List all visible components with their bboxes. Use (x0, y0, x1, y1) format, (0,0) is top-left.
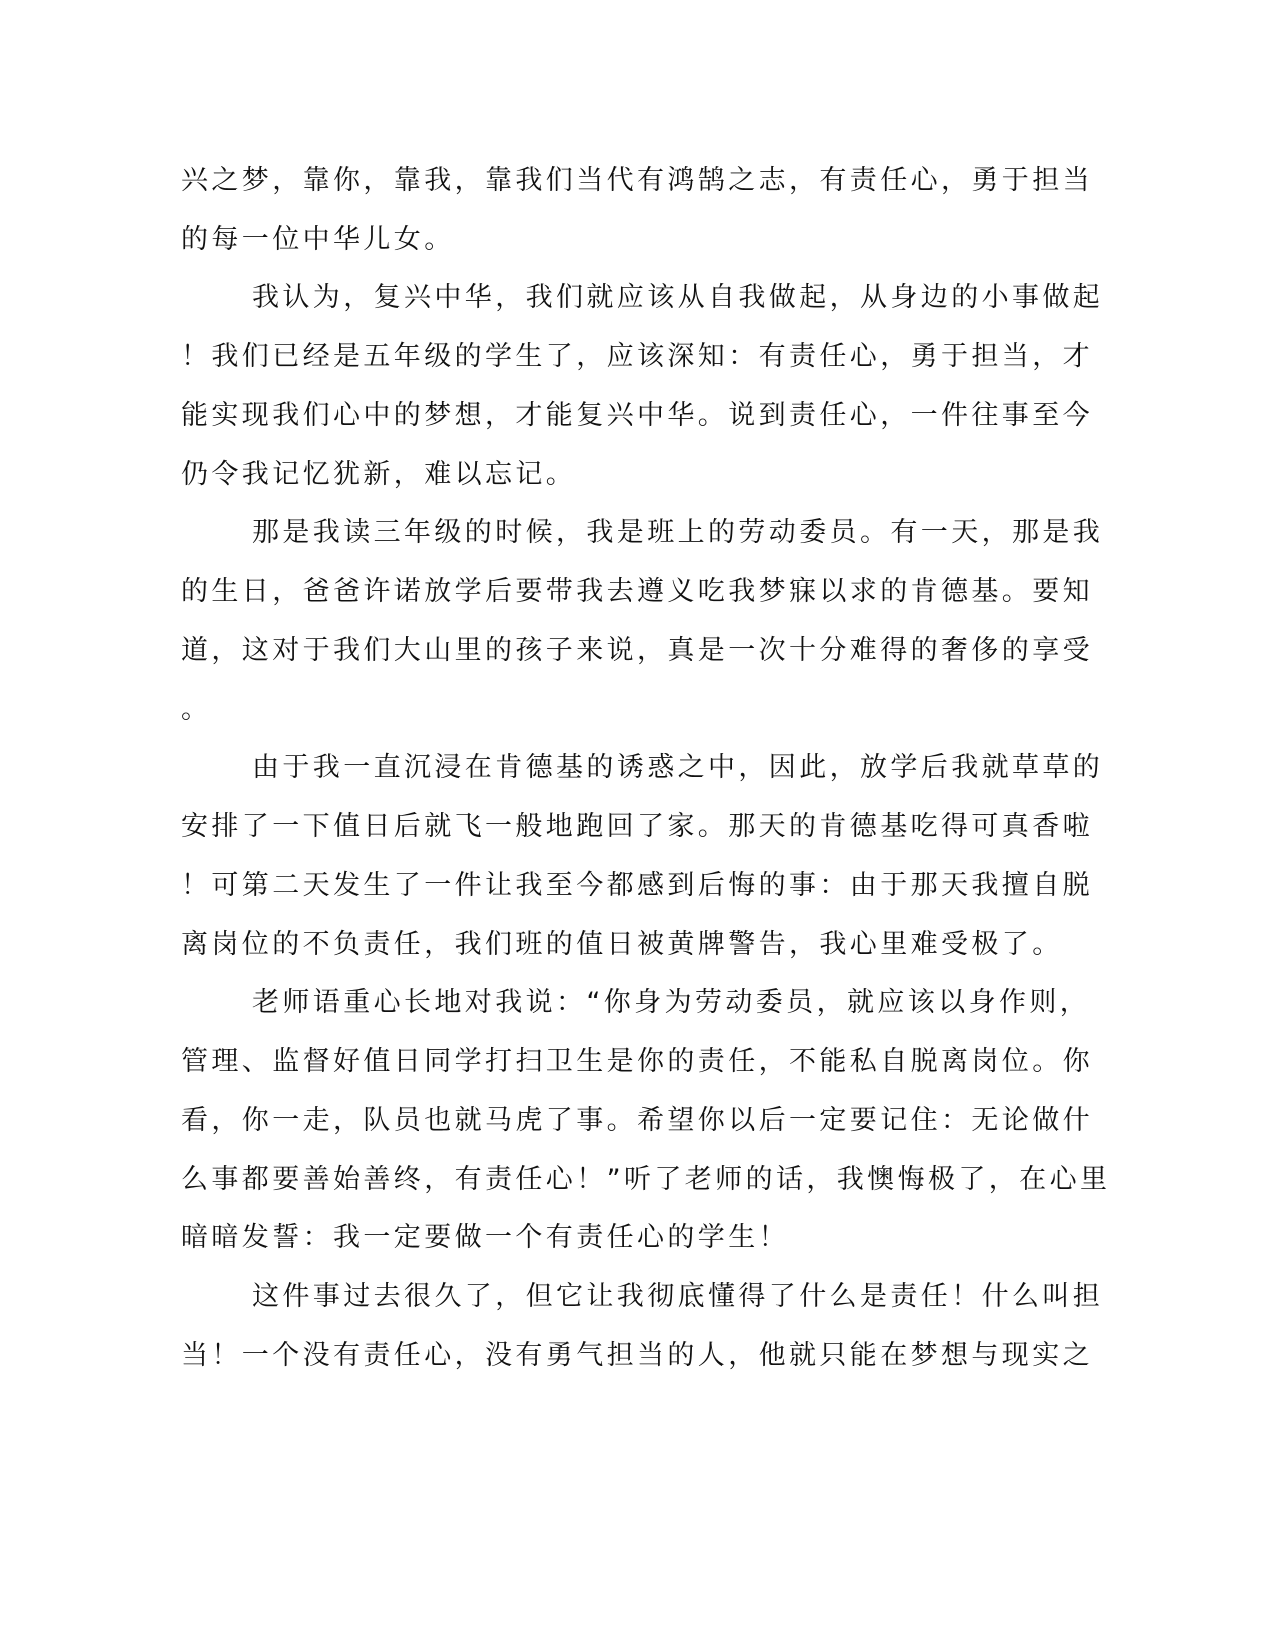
text-line: 由于我一直沉浸在肯德基的诱惑之中，因此，放学后我就草草的 (252, 752, 1104, 783)
text-line: ！可第二天发生了一件让我至今都感到后悔的事：由于那天我擅自脱 (181, 870, 1093, 901)
text-line: 么事都要善始善终，有责任心！”听了老师的话，我懊悔极了，在心里 (181, 1164, 1111, 1195)
text-line: 离岗位的不负责任，我们班的值日被黄牌警告，我心里难受极了。 (181, 929, 1063, 960)
text-line: 能实现我们心中的梦想，才能复兴中华。说到责任心，一件往事至今 (181, 400, 1093, 431)
text-line: 当！一个没有责任心，没有勇气担当的人，他就只能在梦想与现实之 (181, 1340, 1093, 1371)
text-line: 那是我读三年级的时候，我是班上的劳动委员。有一天，那是我 (252, 517, 1104, 548)
text-line: 老师语重心长地对我说：“你身为劳动委员，就应该以身作则， (252, 987, 1091, 1018)
text-line: 看，你一走，队员也就马虎了事。希望你以后一定要记住：无论做什 (181, 1105, 1093, 1136)
text-line: ！我们已经是五年级的学生了，应该深知：有责任心，勇于担当，才 (181, 341, 1093, 372)
text-line: 的生日，爸爸许诺放学后要带我去遵义吃我梦寐以求的肯德基。要知 (181, 576, 1093, 607)
text-line: 兴之梦，靠你，靠我，靠我们当代有鸿鹄之志，有责任心，勇于担当 (181, 165, 1093, 196)
text-line: 我认为，复兴中华，我们就应该从自我做起，从身边的小事做起 (252, 282, 1104, 313)
text-line: 安排了一下值日后就飞一般地跑回了家。那天的肯德基吃得可真香啦 (181, 811, 1093, 842)
text-line: 暗暗发誓：我一定要做一个有责任心的学生！ (181, 1222, 789, 1253)
text-line: 道，这对于我们大山里的孩子来说，真是一次十分难得的奢侈的享受 (181, 635, 1093, 666)
text-line: 的每一位中华儿女。 (181, 224, 455, 255)
text-line: 。 (181, 694, 212, 725)
text-line: 管理、监督好值日同学打扫卫生是你的责任，不能私自脱离岗位。你 (181, 1046, 1093, 1077)
text-line: 仍令我记忆犹新，难以忘记。 (181, 459, 577, 490)
text-line: 这件事过去很久了，但它让我彻底懂得了什么是责任！什么叫担 (252, 1281, 1104, 1312)
